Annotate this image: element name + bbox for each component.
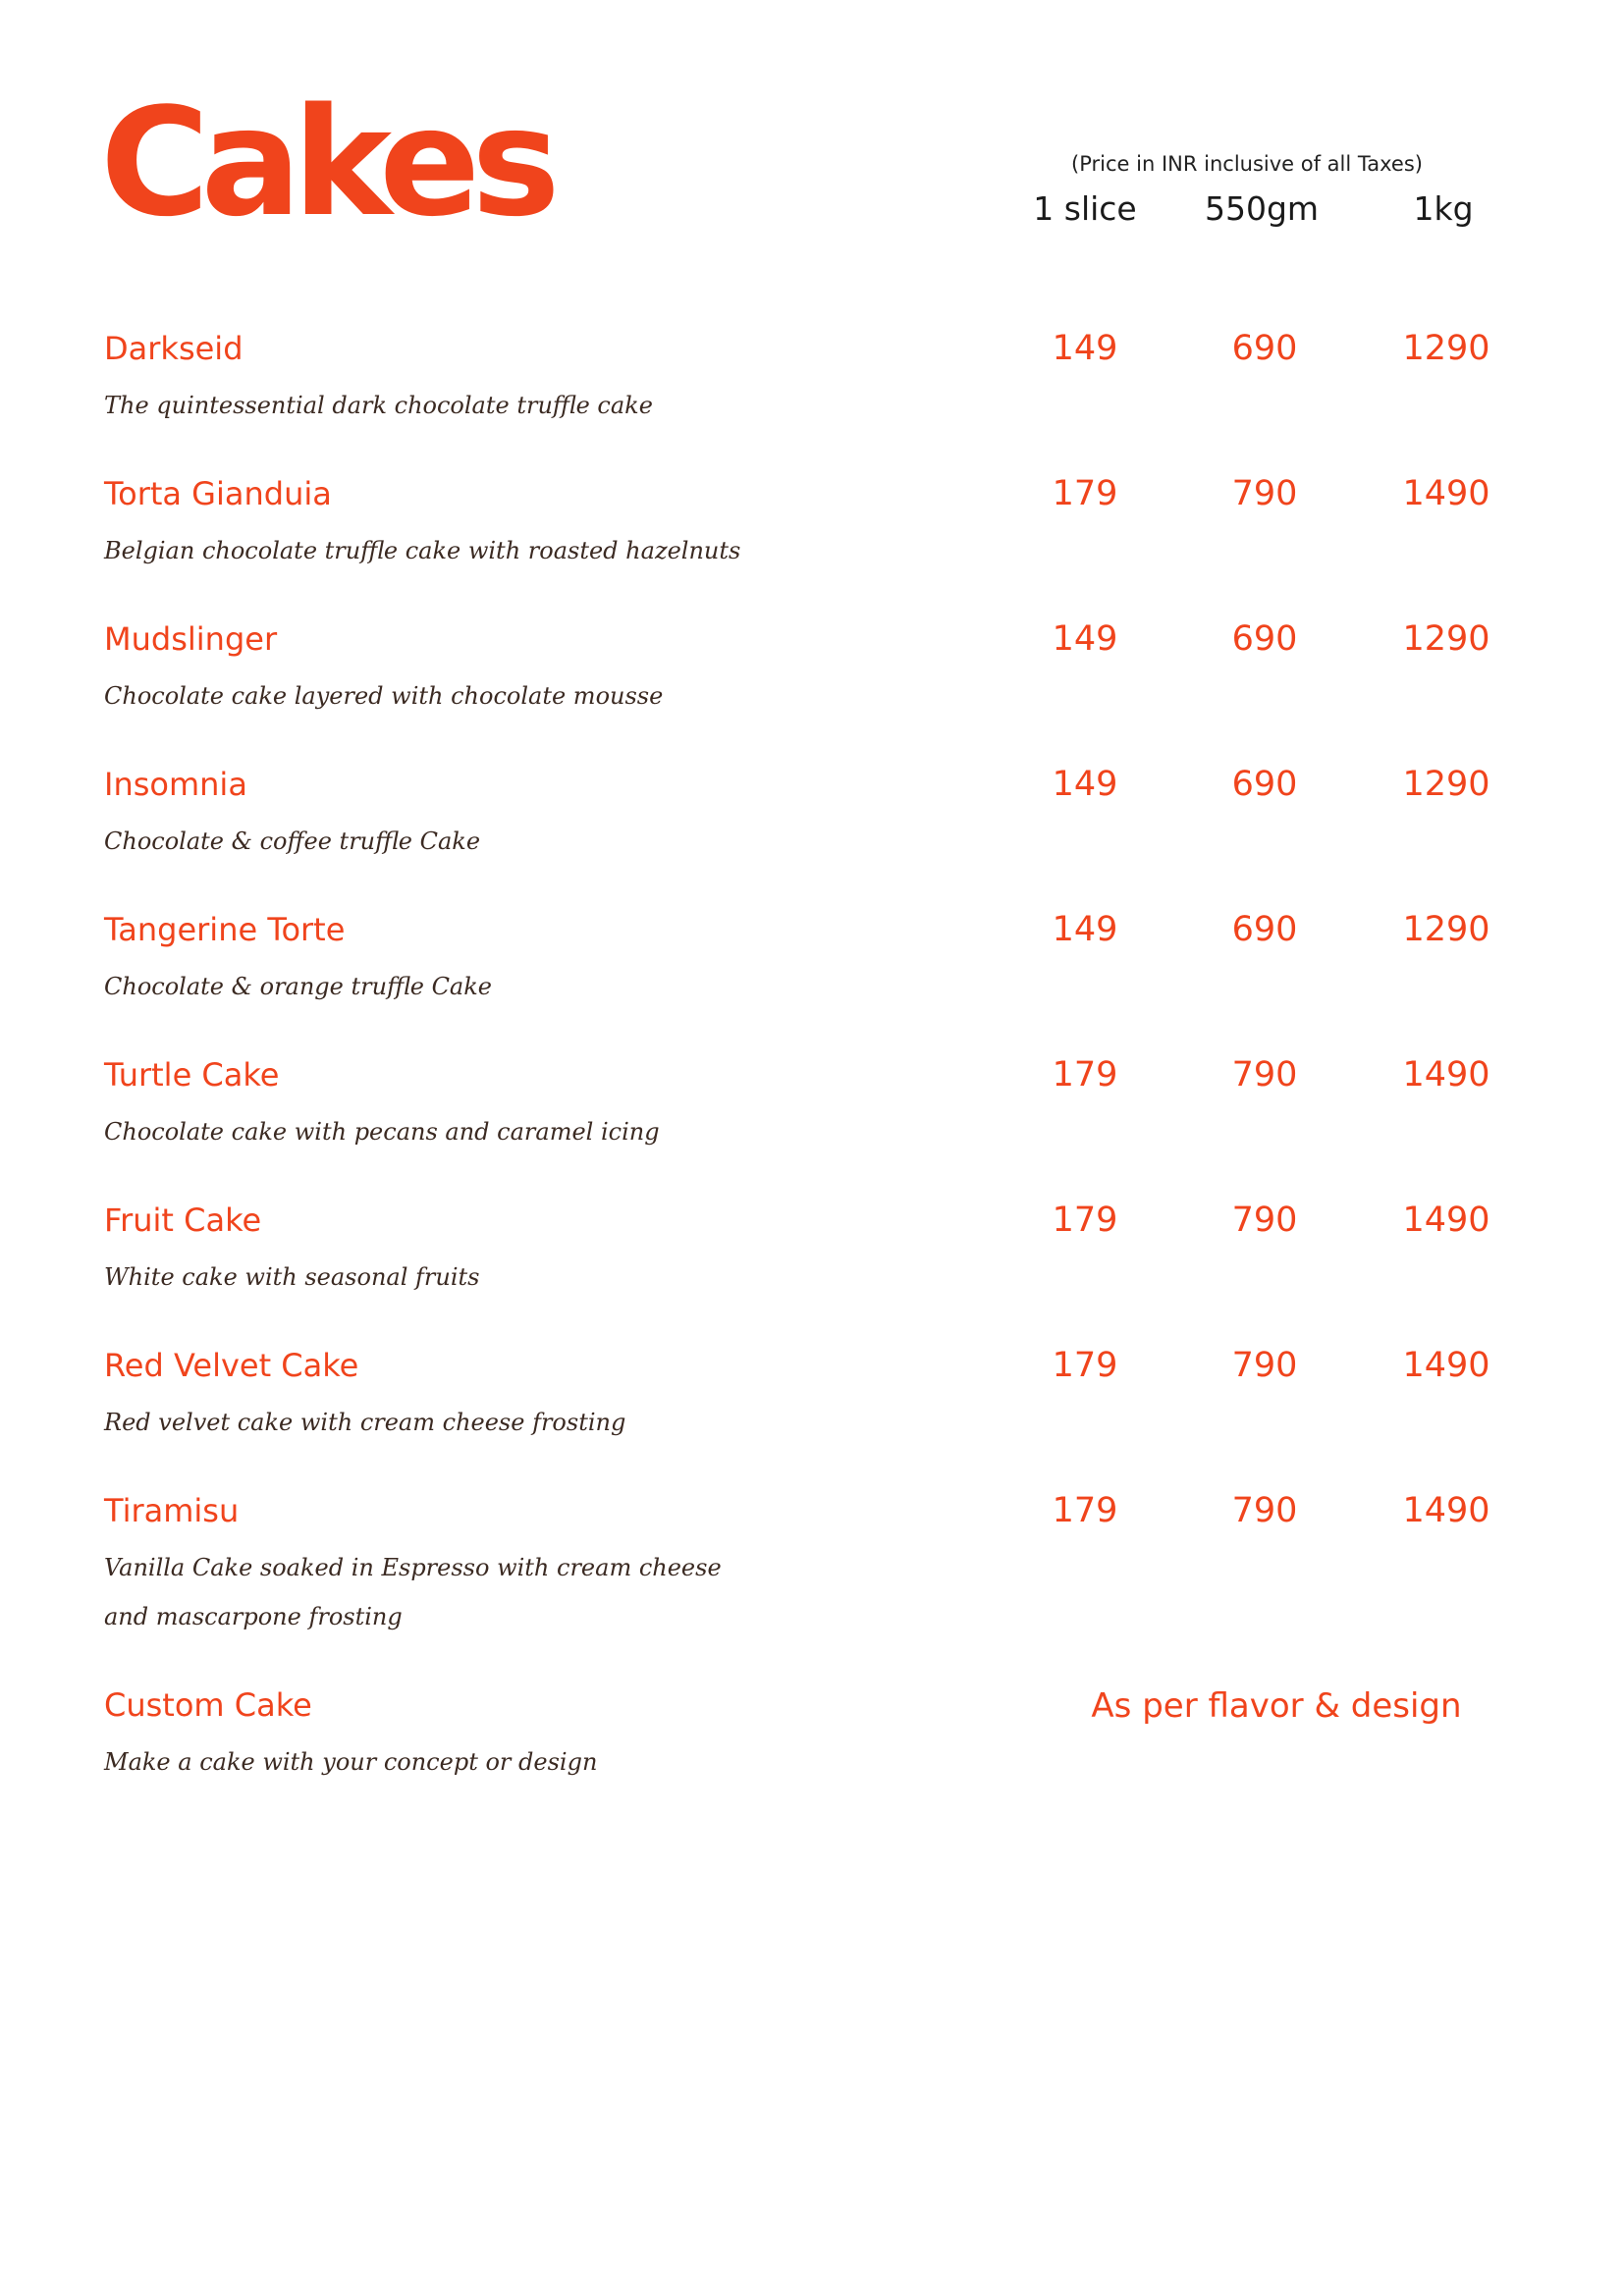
price-1kg: 1490	[1402, 1491, 1490, 1530]
item-description: Chocolate & orange truffle Cake	[104, 973, 492, 1000]
custom-cake-description: Make a cake with your concept or design	[104, 1748, 598, 1776]
price-1kg: 1490	[1402, 1201, 1490, 1240]
item-description: White cake with seasonal fruits	[104, 1263, 480, 1291]
item-description: The quintessential dark chocolate truffle cake	[104, 392, 653, 419]
item-description: Vanilla Cake soaked in Espresso with cream cheese	[104, 1554, 722, 1581]
price-1-slice: 149	[1052, 329, 1118, 368]
tax-note: (Price in INR inclusive of all Taxes)	[1071, 152, 1423, 176]
item-name: Tiramisu	[104, 1492, 240, 1529]
price-550gm: 790	[1231, 1201, 1298, 1240]
item-description: Chocolate cake layered with chocolate mousse	[104, 682, 664, 710]
item-description: Belgian chocolate truffle cake with roasted hazelnuts	[104, 537, 741, 564]
price-550gm: 790	[1231, 1055, 1298, 1095]
item-description: Chocolate cake with pecans and caramel icing	[104, 1118, 660, 1146]
price-1-slice: 179	[1052, 1201, 1118, 1240]
item-name: Darkseid	[104, 330, 244, 367]
column-header-550gm: 550gm	[1204, 189, 1320, 228]
item-description: Red velvet cake with cream cheese frosting	[104, 1409, 626, 1436]
page-title: Cakes	[100, 76, 552, 249]
item-name: Turtle Cake	[104, 1056, 280, 1094]
custom-cake-name: Custom Cake	[104, 1686, 312, 1724]
price-1kg: 1490	[1402, 474, 1490, 513]
price-550gm: 690	[1231, 619, 1298, 659]
price-550gm: 790	[1231, 474, 1298, 513]
item-name: Torta Gianduia	[104, 475, 332, 512]
column-header-1-slice: 1 slice	[1033, 189, 1137, 228]
price-1kg: 1490	[1402, 1055, 1490, 1095]
price-1kg: 1290	[1402, 765, 1490, 804]
price-550gm: 690	[1231, 765, 1298, 804]
item-name: Mudslinger	[104, 620, 278, 658]
price-1kg: 1290	[1402, 910, 1490, 949]
custom-cake-price-note: As per flavor & design	[1091, 1686, 1462, 1726]
price-550gm: 790	[1231, 1491, 1298, 1530]
item-description-line-2: and mascarpone frosting	[104, 1603, 403, 1630]
price-1-slice: 179	[1052, 1491, 1118, 1530]
price-550gm: 690	[1231, 910, 1298, 949]
price-1kg: 1490	[1402, 1346, 1490, 1385]
item-name: Tangerine Torte	[104, 911, 346, 948]
price-1-slice: 179	[1052, 474, 1118, 513]
price-1-slice: 149	[1052, 910, 1118, 949]
item-description: Chocolate & coffee truffle Cake	[104, 828, 481, 855]
price-1kg: 1290	[1402, 619, 1490, 659]
item-name: Red Velvet Cake	[104, 1347, 359, 1384]
price-1-slice: 179	[1052, 1055, 1118, 1095]
item-name: Fruit Cake	[104, 1201, 262, 1239]
price-550gm: 790	[1231, 1346, 1298, 1385]
item-name: Insomnia	[104, 766, 247, 803]
price-1-slice: 179	[1052, 1346, 1118, 1385]
price-1kg: 1290	[1402, 329, 1490, 368]
price-1-slice: 149	[1052, 619, 1118, 659]
column-header-1kg: 1kg	[1413, 189, 1474, 228]
price-550gm: 690	[1231, 329, 1298, 368]
price-1-slice: 149	[1052, 765, 1118, 804]
